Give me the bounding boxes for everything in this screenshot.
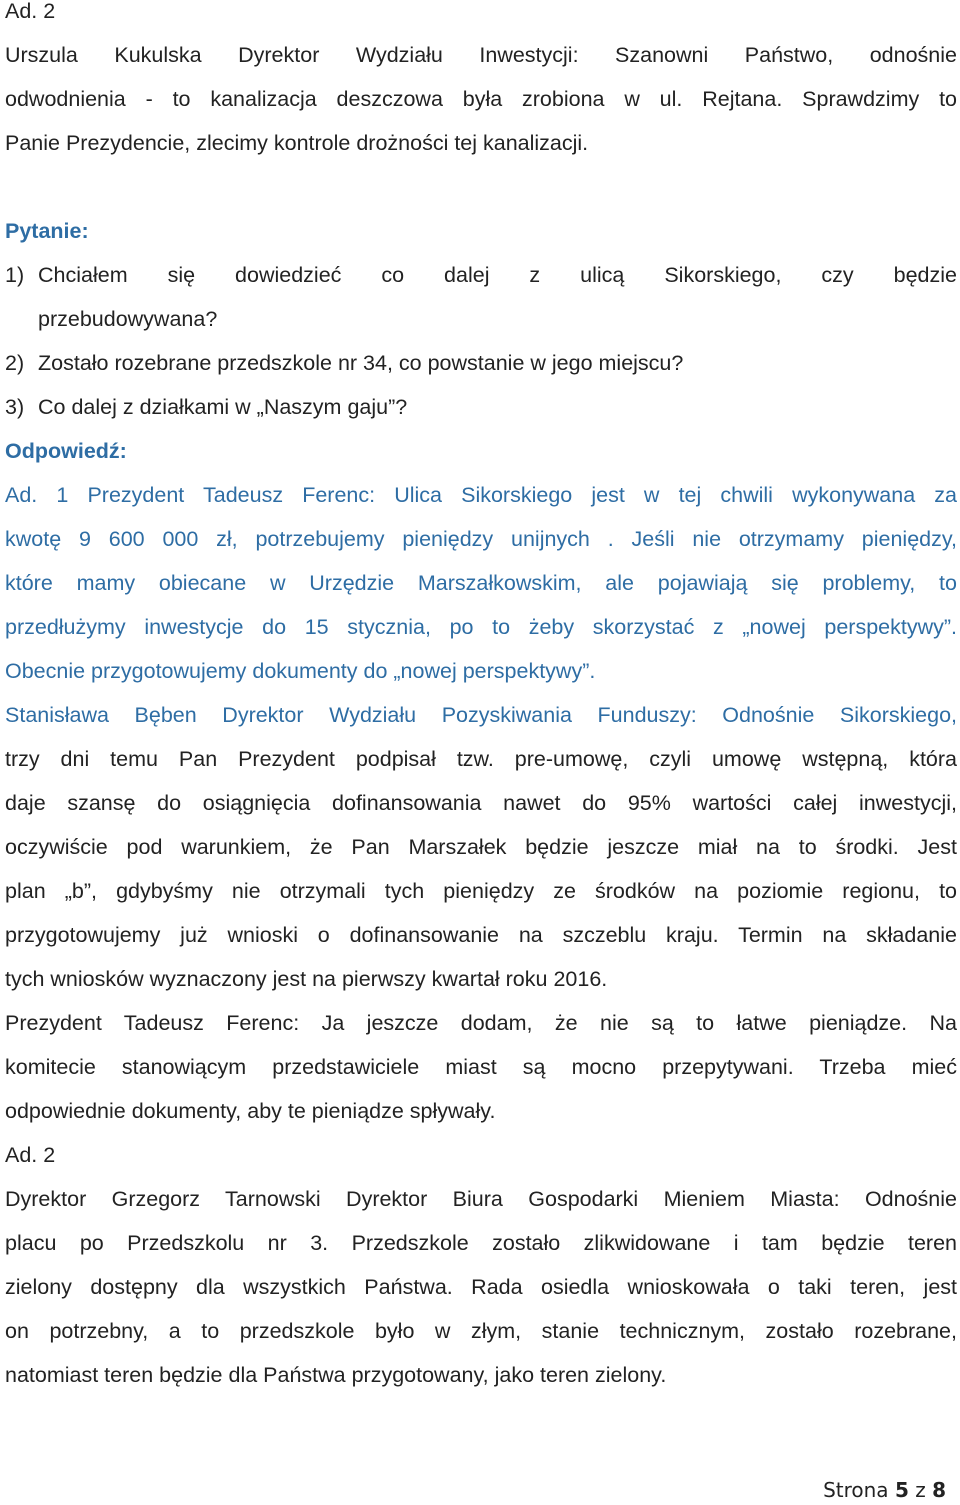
page-number [823,1478,946,1502]
document-page [5,0,957,1397]
paragraph-line: przedłużymy inwestycje do 15 stycznia, po to żeby skorzystać z „nowej perspektywy”. [5,615,957,639]
paragraph-line: odwodnienia - to kanalizacja deszczowa była zrobiona w ul. Rejtana. Sprawdzimy to [5,87,957,111]
page-number-total: 8 [932,1478,946,1502]
page-number-separator: z [915,1478,926,1502]
paragraph-line: Panie Prezydencie, zlecimy kontrole drożności tej kanalizacji. [5,131,589,155]
list-number: 3) [5,395,25,419]
paragraph-line: plan „b”, gdybyśmy nie otrzymali tych pieniędzy ze środków na poziomie regionu, to [5,879,957,903]
paragraph-line: Obecnie przygotowujemy dokumenty do „nowej perspektywy”. [5,659,596,683]
question-item [5,385,957,429]
question-item [5,253,957,297]
paragraph-line: Dyrektor Grzegorz Tarnowski Dyrektor Biura Gospodarki Mieniem Miasta: Odnośnie [5,1187,957,1211]
paragraph-line: komitecie stanowiącym przedstawiciele miast są mocno przepytywani. Trzeba mieć [5,1055,957,1079]
paragraph-line: Prezydent Tadeusz Ferenc: Ja jeszcze dodam, że nie są to łatwe pieniądze. Na [5,1011,957,1035]
question-item [5,341,957,385]
paragraph-line: daje szansę do osiągnięcia dofinansowania nawet do 95% wartości całej inwestycji, [5,791,957,815]
paragraph-line: on potrzebny, a to przedszkole było w złym, stanie technicznym, zostało rozebrane, [5,1319,957,1343]
paragraph-line: natomiast teren będzie dla Państwa przygotowany, jako teren zielony. [5,1363,667,1387]
question-text: Chciałem się dowiedzieć co dalej z ulicą Sikorskiego, czy będzie [38,263,957,287]
paragraph-line: Urszula Kukulska Dyrektor Wydziału Inwestycji: Szanowni Państwo, odnośnie [5,43,957,67]
section-label: Ad. 2 [5,1143,56,1167]
paragraph-line: kwotę 9 600 000 zł, potrzebujemy pieniędzy unijnych . Jeśli nie otrzymamy pieniędzy, [5,527,957,551]
paragraph-line: placu po Przedszkolu nr 3. Przedszkole zostało zlikwidowane i tam będzie teren [5,1231,957,1255]
paragraph-line: przygotowujemy już wnioski o dofinansowanie na szczeblu kraju. Termin na składanie [5,923,957,947]
paragraph-line: Ad. 1 Prezydent Tadeusz Ferenc: Ulica Sikorskiego jest w tej chwili wykonywana za [5,483,957,507]
paragraph-line: tych wniosków wyznaczony jest na pierwszy kwartał roku 2016. [5,967,608,991]
question-text: Zostało rozebrane przedszkole nr 34, co powstanie w jego miejscu? [38,351,684,375]
paragraph-line: trzy dni temu Pan Prezydent podpisał tzw. pre-umowę, czyli umowę wstępną, która [5,747,957,771]
paragraph-line: odpowiednie dokumenty, aby te pieniądze spływały. [5,1099,496,1123]
paragraph-line: oczywiście pod warunkiem, że Pan Marszałek będzie jeszcze miał na to środki. Jest [5,835,957,859]
answer-heading: Odpowiedź: [5,439,127,463]
section-label: Ad. 2 [5,0,56,23]
page-number-prefix: Strona [823,1478,889,1502]
list-number: 2) [5,351,25,375]
question-heading: Pytanie: [5,219,89,243]
question-text-continued: przebudowywana? [38,307,218,331]
list-number: 1) [5,263,25,287]
paragraph-line: Stanisława Bęben Dyrektor Wydziału Pozyskiwania Funduszy: Odnośnie Sikorskiego, [5,703,957,727]
paragraph-line: które mamy obiecane w Urzędzie Marszałkowskim, ale pojawiają się problemy, to [5,571,957,595]
page-number-current: 5 [894,1478,909,1502]
paragraph-line: zielony dostępny dla wszystkich Państwa. Rada osiedla wnioskowała o taki teren, jest [5,1275,957,1299]
question-text: Co dalej z działkami w „Naszym gaju”? [38,395,408,419]
